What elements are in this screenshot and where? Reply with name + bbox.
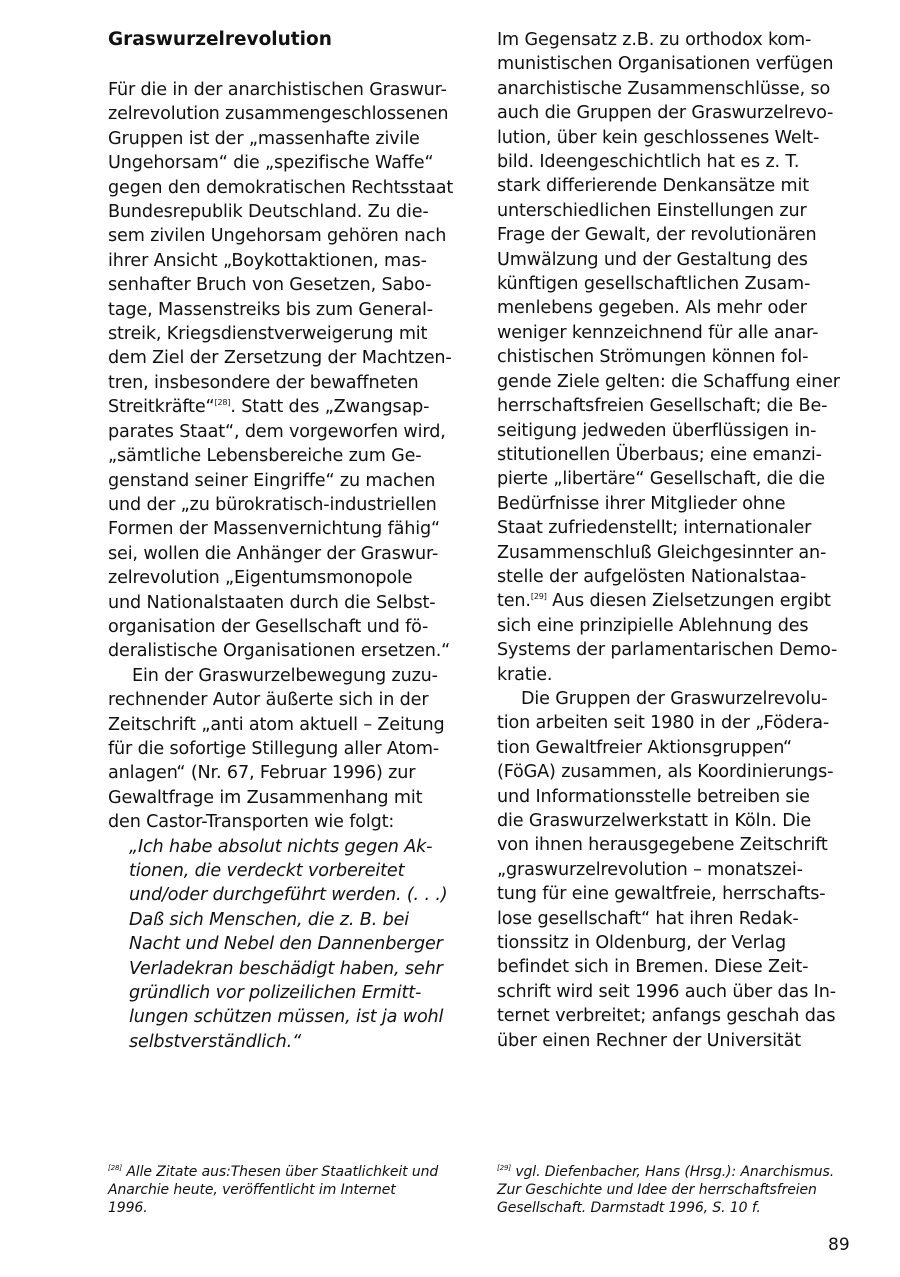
footnote-line: [497, 1163, 834, 1181]
paragraph-right-1: [497, 28, 857, 687]
text-line: Systems der parlamentarischen Demo-: [497, 640, 838, 661]
text-line: „sämtliche Lebensbereiche zum Ge-: [108, 446, 422, 467]
text-line: anarchistische Zusammenschlüsse, so: [497, 78, 831, 99]
text-line: „graswurzelrevolution – monatszei-: [497, 859, 803, 880]
text-line: Gruppen ist der „massenhafte zivile: [108, 128, 420, 149]
footnote-text: Alle Zitate aus:Thesen über Staatlichkeit und: [121, 1164, 439, 1180]
text-line: künftigen gesellschaftlichen Zusam-: [497, 274, 811, 295]
footnote-line: Gesellschaft. Darmstadt 1996, S. 10 f.: [497, 1200, 761, 1216]
text-line: sei, wollen die Anhänger der Graswur-: [108, 543, 439, 564]
text-line: streik, Kriegsdienstverweigerung mit: [108, 324, 428, 345]
paragraph-right-2: [497, 687, 857, 1053]
footnote-ref-29[interactable]: [29]: [530, 592, 547, 602]
quote-line: tionen, die verdeckt vorbereitet: [129, 861, 405, 881]
text-line: Bundesrepublik Deutschland. Zu die-: [108, 202, 429, 223]
text-line: seitigung jedweden überflüssigen in-: [497, 420, 817, 441]
text-line: unterschiedlichen Einstellungen zur: [497, 200, 807, 221]
text-line: dem Ziel der Zersetzung der Machtzen-: [108, 348, 452, 369]
text-line: parates Staat“, dem vorgeworfen wird,: [108, 421, 446, 442]
text-line: ternet verbreitet; anfangs geschah das: [497, 1006, 836, 1027]
quote-line: lungen schützen müssen, ist ja wohl: [129, 1007, 444, 1028]
footnote-line: Anarchie heute, veröffentlicht im Internet: [108, 1182, 396, 1198]
text-line: ihrer Ansicht „Boykottaktionen, mas-: [108, 250, 427, 271]
text-line: menlebens gegeben. Als mehr oder: [497, 298, 807, 319]
footnote-ref-28[interactable]: [28]: [214, 398, 231, 408]
footnote-marker: [29]: [497, 1164, 511, 1172]
text-line: über einen Rechner der Universität: [497, 1030, 802, 1051]
text-line: Zeitschrift „anti atom aktuell – Zeitung: [108, 714, 445, 735]
text-line: und Nationalstaaten durch die Selbst-: [108, 592, 436, 613]
text-line: Ungehorsam“ die „spezifische Waffe“: [108, 153, 434, 174]
text-line: auch die Gruppen der Graswurzelrevo-: [497, 103, 834, 124]
text-line-with-footnote: [108, 395, 468, 419]
text-line: und Informationsstelle betreiben sie: [497, 786, 810, 807]
text-line: deralistische Organisationen ersetzen.“: [108, 641, 451, 662]
text-line: gegen den demokratischen Rechtsstaat: [108, 177, 454, 198]
text-line: stitutionellen Überbaus; eine emanzi-: [497, 444, 822, 465]
text-fragment: Streitkräfte“: [108, 397, 215, 418]
footnote-29: [497, 1163, 834, 1217]
text-line: Zusammenschluß Gleichgesinnter an-: [497, 542, 827, 563]
footnote-28: [108, 1163, 438, 1217]
text-line: kratie.: [497, 664, 553, 685]
text-line: sem zivilen Ungehorsam gehören nach: [108, 226, 447, 247]
text-line: Staat zufriedenstellt; internationaler: [497, 518, 812, 539]
paragraph-left-2: [108, 664, 468, 835]
quote-line: „Ich habe absolut nichts gegen Ak-: [129, 836, 433, 857]
footnote-text: vgl. Diefenbacher, Hans (Hrsg.): Anarchismus.: [510, 1164, 835, 1180]
text-line: lose gesellschaft“ hat ihren Redak-: [497, 908, 799, 929]
text-line: lution, über kein geschlossenes Welt-: [497, 127, 820, 148]
text-line: stark differierende Denkansätze mit: [497, 176, 809, 197]
text-line: genstand seiner Eingriffe“ zu machen: [108, 470, 436, 491]
text-line: zelrevolution zusammengeschlossenen: [108, 104, 449, 125]
text-line: organisation der Gesellschaft und fö-: [108, 616, 429, 637]
text-line: Für die in der anarchistischen Graswur-: [108, 80, 447, 100]
text-line: von ihnen herausgegebene Zeitschrift: [497, 835, 828, 856]
text-line: herrschaftsfreien Gesellschaft; die Be-: [497, 396, 828, 417]
text-line: tionssitz in Oldenburg, der Verlag: [497, 933, 787, 954]
page-number: 89: [828, 1235, 850, 1255]
footnote-line: [108, 1163, 438, 1181]
text-line: Im Gegensatz z.B. zu orthodox kom-: [497, 30, 812, 50]
quote-line: selbstverständlich.“: [129, 1031, 302, 1052]
block-quote: [108, 835, 468, 1055]
text-fragment: Aus diesen Zielsetzungen ergibt: [546, 591, 831, 612]
text-line-with-footnote: [497, 589, 857, 613]
text-line: Die Gruppen der Graswurzelrevolu-: [521, 688, 828, 709]
text-line: stelle der aufgelösten Nationalstaa-: [497, 566, 807, 587]
text-line: tren, insbesondere der bewaffneten: [108, 372, 419, 393]
text-line: tung für eine gewaltfreie, herrschafts-: [497, 884, 826, 905]
text-line: tion Gewaltfreier Aktionsgruppen“: [497, 737, 792, 758]
text-line: Ein der Graswurzelbewegung zuzu-: [132, 665, 438, 686]
paragraph-left-1: [108, 78, 468, 664]
text-line: tage, Massenstreiks bis zum General-: [108, 299, 433, 320]
left-column: [108, 28, 468, 1054]
quote-line: Daß sich Menschen, die z. B. bei: [129, 909, 410, 930]
quote-line: Nacht und Nebel den Dannenberger: [129, 934, 443, 955]
quote-line: gründlich vor polizeilichen Ermitt-: [129, 983, 422, 1004]
text-line: (FöGA) zusammen, als Koordinierungs-: [497, 762, 834, 783]
text-line: sich eine prinzipielle Ablehnung des: [497, 615, 809, 636]
quote-line: Verladekran beschädigt haben, sehr: [129, 958, 443, 979]
footnote-marker: [28]: [108, 1164, 122, 1172]
text-line: pierte „libertäre“ Gesellschaft, die die: [497, 469, 825, 490]
text-line: gende Ziele gelten: die Schaffung einer: [497, 371, 840, 392]
text-line: chistischen Strömungen können fol-: [497, 347, 809, 368]
text-line: Frage der Gewalt, der revolutionären: [497, 225, 817, 246]
text-line: senhafter Bruch von Gesetzen, Sabo-: [108, 275, 432, 296]
text-fragment: . Statt des „Zwangsap-: [230, 397, 430, 418]
text-line: munistischen Organisationen verfügen: [497, 54, 834, 75]
section-heading: Graswurzelrevolution: [108, 29, 332, 50]
footnote-line: 1996.: [108, 1200, 148, 1216]
right-column: [497, 28, 857, 1053]
quote-line: und/oder durchgeführt werden. (. . .): [129, 885, 448, 906]
text-line: und der „zu bürokratisch-industriellen: [108, 494, 437, 515]
text-line: anlagen“ (Nr. 67, Februar 1996) zur: [108, 763, 416, 784]
text-line: die Graswurzelwerkstatt in Köln. Die: [497, 811, 812, 831]
text-line: Formen der Massenvernichtung fähig“: [108, 519, 441, 540]
text-line: für die sofortige Stillegung aller Atom-: [108, 738, 440, 759]
text-line: zelrevolution „Eigentumsmonopole: [108, 568, 413, 589]
text-line: schrift wird seit 1996 auch über das In-: [497, 981, 836, 1002]
text-line: bild. Ideengeschichtlich hat es z. T.: [497, 152, 800, 173]
text-line: befindet sich in Bremen. Diese Zeit-: [497, 957, 809, 978]
text-line: tion arbeiten seit 1980 in der „Födera-: [497, 713, 830, 734]
text-line: Bedürfnisse ihrer Mitglieder ohne: [497, 493, 786, 514]
text-line: Gewaltfrage im Zusammenhang mit: [108, 787, 423, 808]
text-line: Umwälzung und der Gestaltung des: [497, 249, 808, 270]
footnote-line: Zur Geschichte und Idee der herrschaftsfreien: [497, 1182, 817, 1198]
text-line: den Castor-Transporten wie folgt:: [108, 812, 395, 833]
text-fragment: ten.: [497, 591, 531, 612]
text-line: rechnender Autor äußerte sich in der: [108, 690, 429, 711]
text-line: weniger kennzeichnend für alle anar-: [497, 322, 819, 343]
